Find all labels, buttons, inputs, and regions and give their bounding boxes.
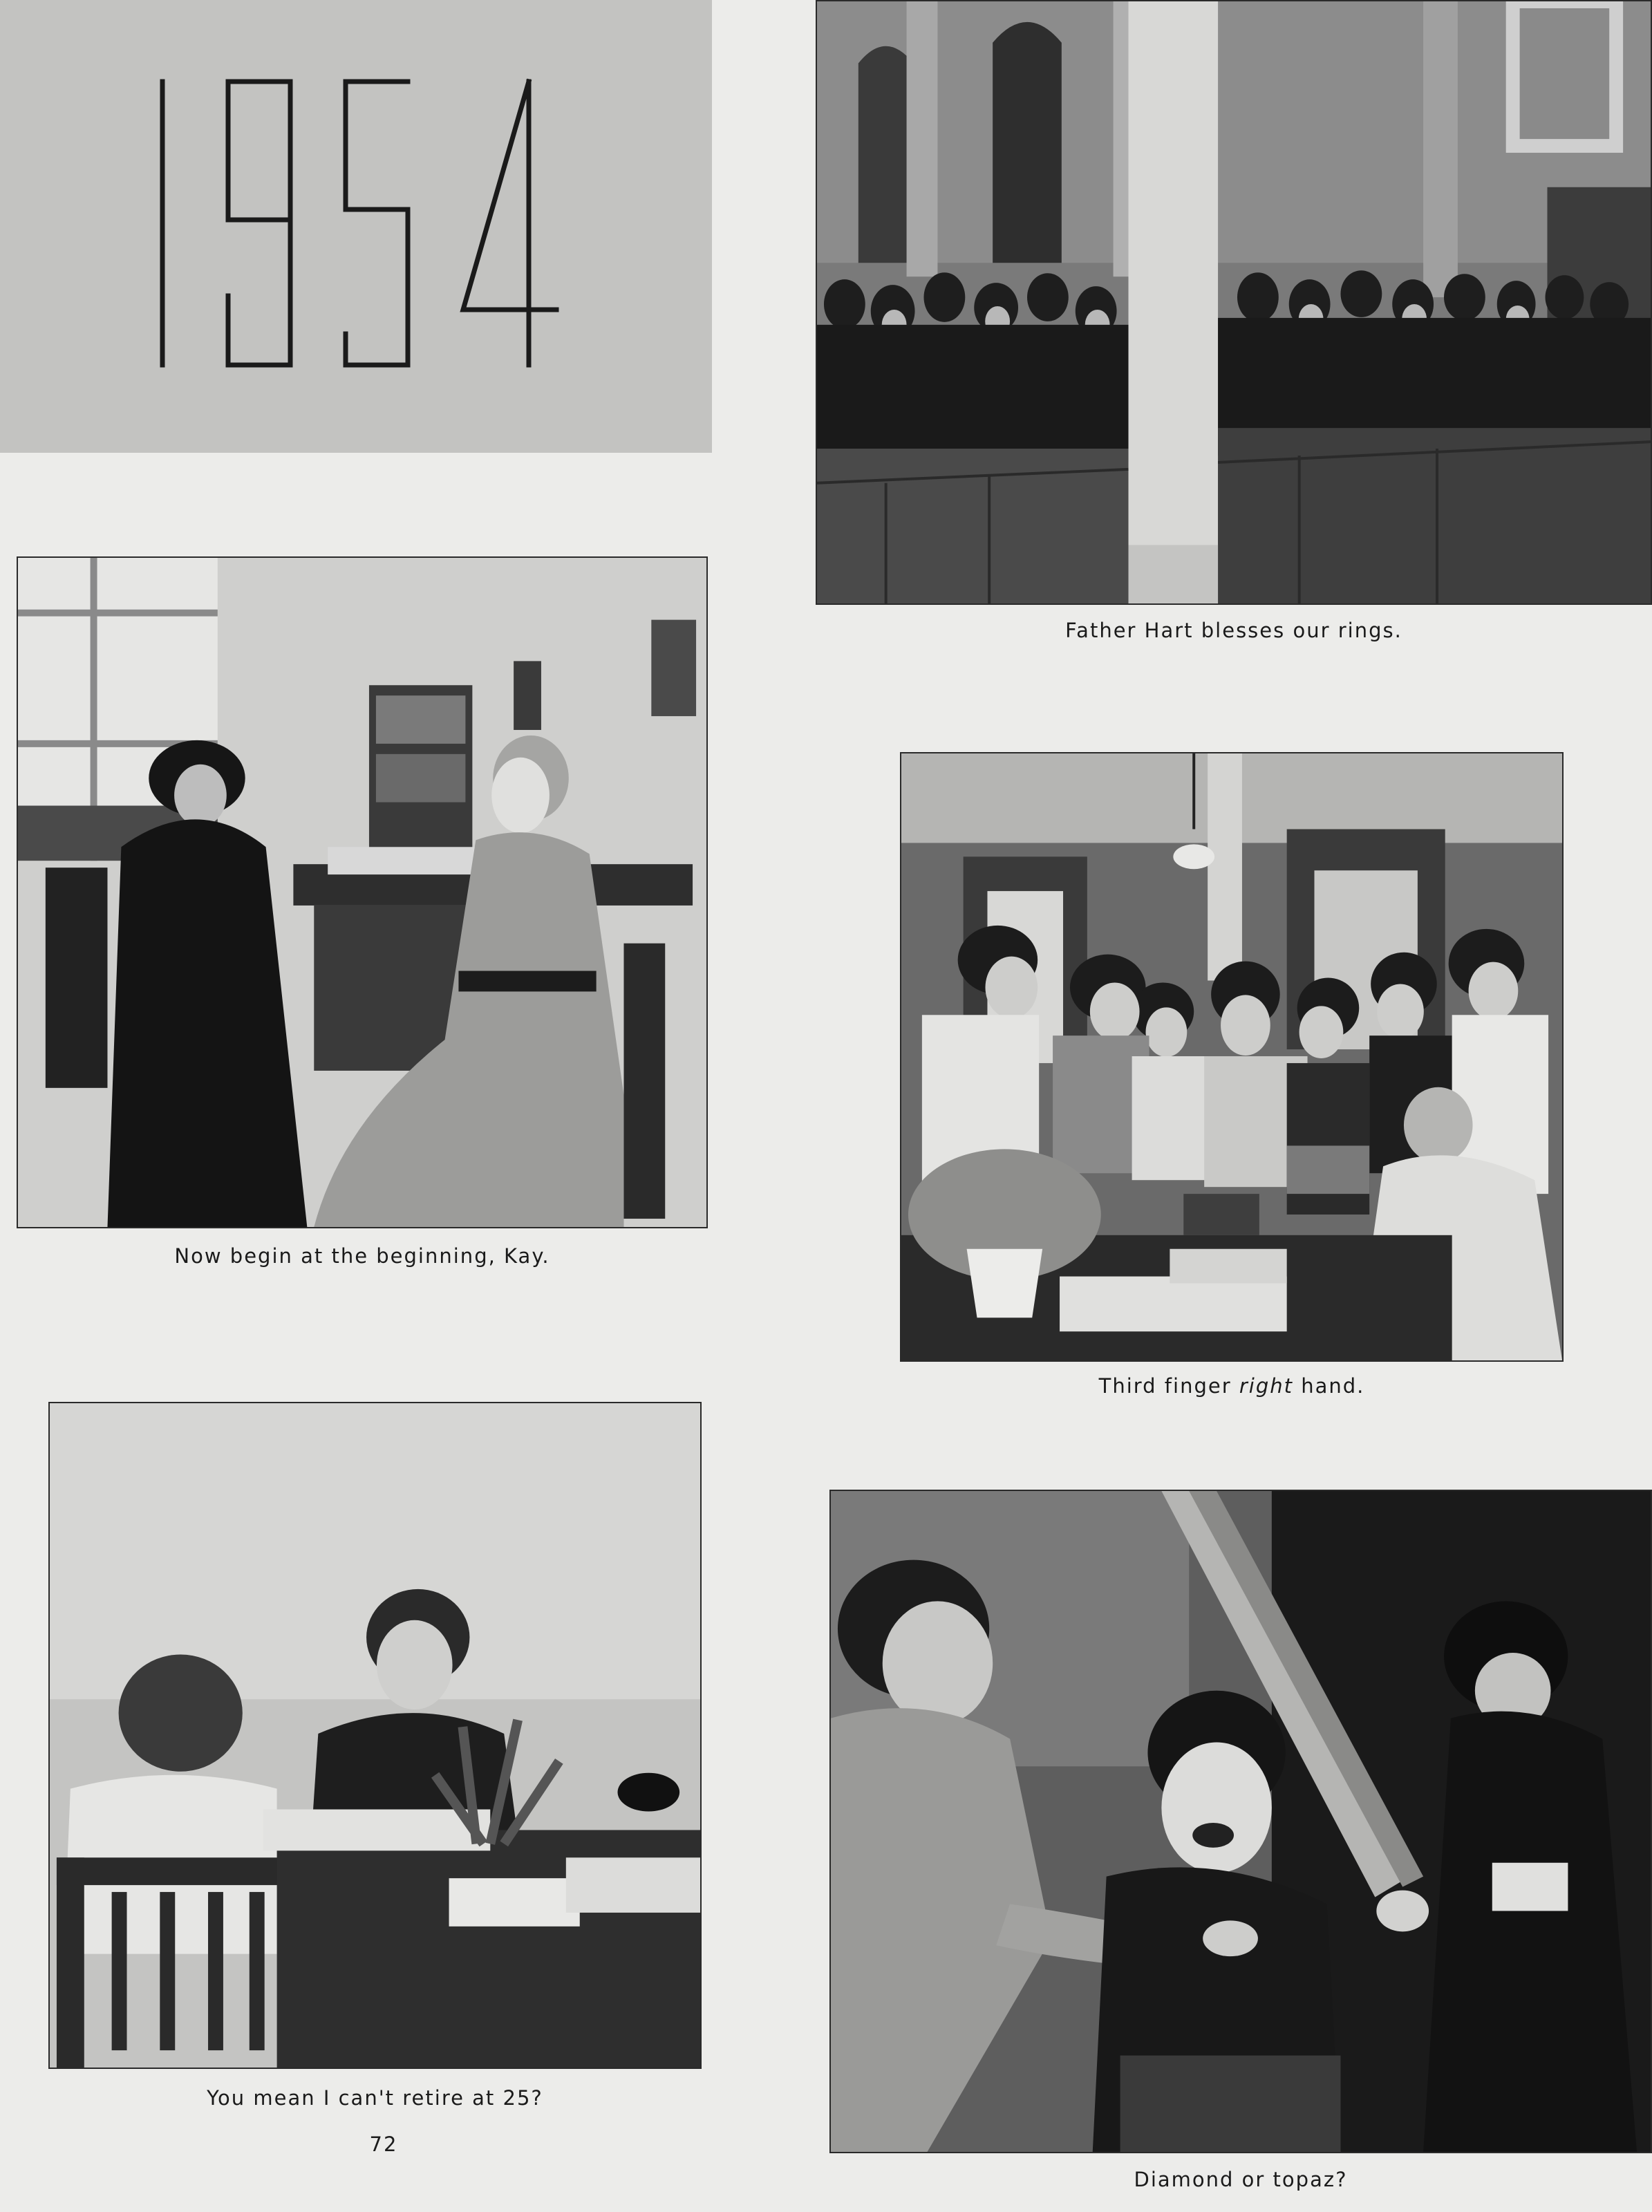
year-numerals	[142, 61, 570, 393]
caption-rings-prefix: Third finger	[1098, 1374, 1239, 1398]
year-panel	[0, 0, 712, 453]
photo-desk	[48, 1402, 702, 2069]
caption-rings-suffix: hand.	[1293, 1374, 1365, 1398]
caption-rings-emphasis: right	[1239, 1374, 1293, 1398]
photo-stairway	[829, 1490, 1652, 2153]
caption-stairway: Diamond or topaz?	[1134, 2168, 1348, 2191]
caption-office: Now begin at the beginning, Kay.	[174, 1244, 550, 1268]
caption-desk: You mean I can't retire at 25?	[207, 2086, 543, 2110]
photo-rings	[900, 752, 1564, 1362]
caption-chapel: Father Hart blesses our rings.	[1065, 619, 1402, 642]
photo-office	[17, 556, 708, 1228]
page-number: 72	[369, 2133, 398, 2156]
photo-chapel	[816, 0, 1652, 605]
caption-rings	[900, 1374, 1564, 1398]
